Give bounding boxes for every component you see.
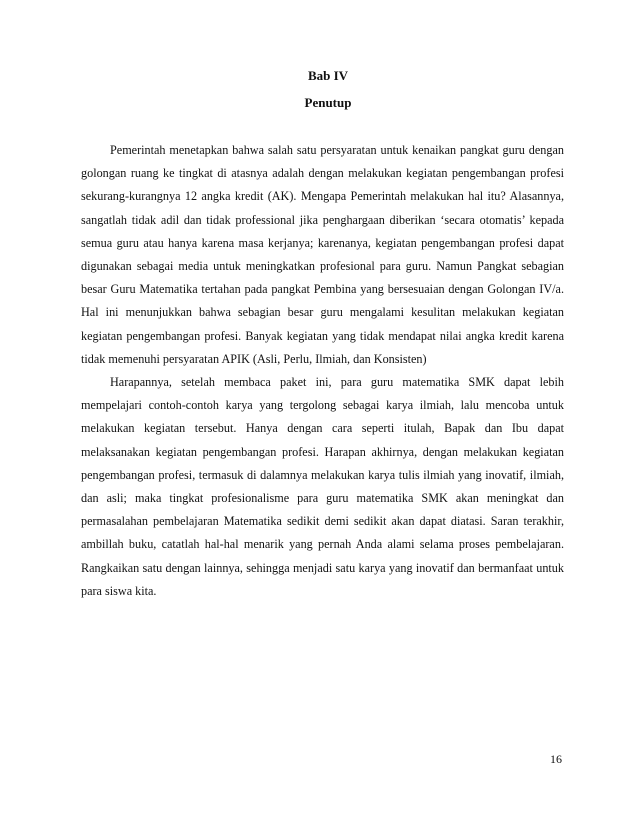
chapter-title: Penutup (304, 95, 352, 110)
chapter-body (81, 139, 564, 603)
paragraph-2: Harapannya, setelah membaca paket ini, para guru matematika SMK dapat lebih mempelajari contoh-contoh karya yang tergolong sebagai karya ilmiah, lalu mencoba untuk melakukan kegiatan tersebut. Hanya dengan cara seperti itulah, Bapak dan Ibu dapat melaksanakan kegiatan pengembangan profesi. Harapan akhirnya, dengan melakukan kegiatan pengembangan profesi, termasuk di dalamnya melakukan karya tulis ilmiah yang inovatif, ilmiah, dan asli; maka tingkat profesionalisme para guru matematika SMK akan meningkat dan permasalahan pembelajaran Matematika sedikit demi sedikit akan dapat diatasi. Saran terakhir, ambillah buku, catatlah hal-hal menarik yang pernah Anda alami selama proses pembelajaran. Rangkaikan satu dengan lainnya, sehingga menjadi satu karya yang inovatif dan bermanfaat untuk para siswa kita. (81, 375, 564, 598)
chapter-number: Bab IV (307, 68, 349, 83)
paragraph-1: Pemerintah menetapkan bahwa salah satu persyaratan untuk kenaikan pangkat guru dengan golongan ruang ke tingkat di atasnya adalah dengan melakukan kegiatan pengembangan profesi sekurang-kurangnya 12 angka kredit (AK). Mengapa Pemerintah melakukan hal itu? Alasannya, sangatlah tidak adil dan tidak professional jika penghargaan diberikan ‘secara otomatis’ kepada semua guru atau hanya karena masa kerjanya; karenanya, kegiatan pengembangan profesi dapat digunakan sebagai media untuk meningkatkan profesional para guru. Namun Pangkat sebagian besar Guru Matematika tertahan pada pangkat Pembina yang bersesuaian dengan Golongan IV/a. Hal ini menunjukkan bahwa sebagian besar guru mengalami kesulitan melakukan kegiatan kegiatan pengembangan profesi. Banyak kegiatan yang tidak mendapat nilai angka kredit karena tidak memenuhi persyaratan APIK (Asli, Perlu, Ilmiah, dan Konsisten) (81, 143, 564, 366)
page-number: 16 (550, 752, 562, 766)
